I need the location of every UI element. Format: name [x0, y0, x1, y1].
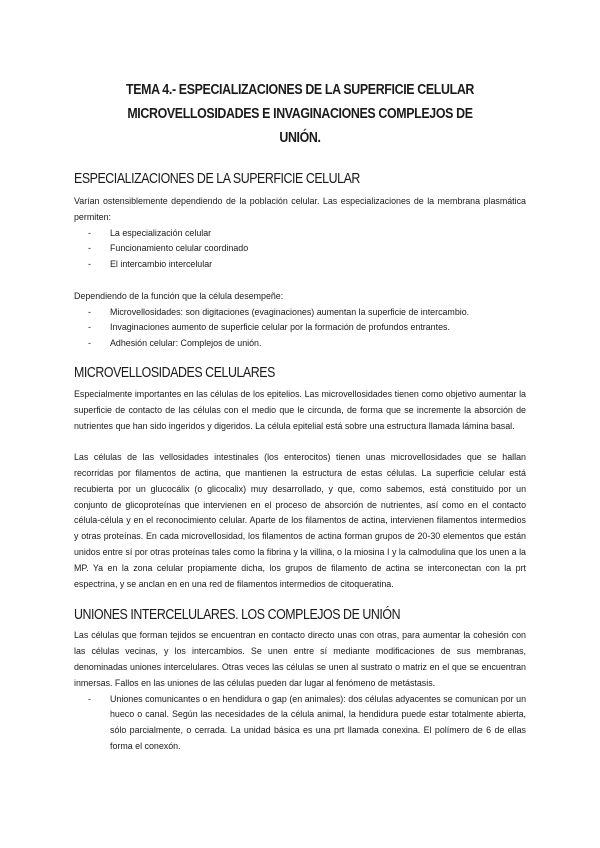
- section-microvellosidades: [74, 364, 526, 592]
- list-item: - Funcionamiento celular coordinado: [88, 241, 526, 257]
- section-especializaciones: [74, 170, 526, 352]
- title-line-2: MICROVELLOSIDADES E INVAGINACIONES COMPLEJOS DE UNIÓN.: [127, 106, 473, 146]
- title-line-1: TEMA 4.- ESPECIALIZACIONES DE LA SUPERFICIE CELULAR: [125, 82, 475, 98]
- section-heading: ESPECIALIZACIONES DE LA SUPERFICIE CELULAR: [74, 171, 360, 187]
- bullet-list: [74, 226, 526, 273]
- document-title: [106, 0, 495, 150]
- list-item: - La especialización celular: [88, 226, 526, 242]
- paragraph: Las células que forman tejidos se encuentran en contacto directo unas con otras, para aumentar la cohesión con las células vecinas, y los intercambios. Se unen entre sí mediante modificaciones de sus membranas, denominadas uniones intercelulares. Otras veces las células se unen al sustrato o matriz en el que se encuentran inmersas. Fallos en las uniones de las células pueden dar lugar al fenómeno de metástasis.: [74, 630, 526, 688]
- bullet-list: [74, 305, 526, 352]
- section-heading: UNIONES INTERCELULARES. LOS COMPLEJOS DE UNIÓN: [74, 607, 401, 624]
- section-uniones-intercelulares: [74, 606, 526, 754]
- list-item: - Uniones comunicantes o en hendidura o gap (en animales): dos células adyacentes se comunican por un hueco o canal. Según las necesidades de la célula animal, la hendidura puede estar totalmente abierta, sólo parcialmente, o cerrada. La unidad básica es una prt llamada conexina. El polímero de 6 de ellas forma el conexón.: [88, 692, 526, 755]
- list-item: - Microvellosidades: son digitaciones (evaginaciones) aumentan la superficie de intercambio.: [88, 305, 526, 321]
- paragraph: Las células de las vellosidades intestinales (los enterocitos) tienen unas microvellosidades que se hallan recorridas por filamentos de actina, que mantienen la estructura de estas células. La superficie celular está recubierta por un glucocálix (o glicocalix) muy desarrollado, y que, como sabemos, está constituido por un conjunto de glicoproteínas que intervienen en el proceso de absorción de nutrientes, así como en el contacto célula-célula y en el reconocimiento celular. Aparte de los filamentos de actina, intervienen filamentos intermedios y otras proteínas. En cada microvellosidad, los filamentos de actina forman grupos de 20-30 elementos que están unidos entre sí por otras proteínas tales como la fibrina y la villina, o la miosina I y la calmodulina que los unen a la MP. Ya en la zona celular propiamente dicha, los grupos de filamento de actina se interconectan con la prt espectrina, y se anclan en en una red de filamentos intermedios de citoqueratina.: [74, 452, 526, 589]
- paragraph: Especialmente importantes en las células de los epitelios. Las microvellosidades tienen como objetivo aumentar la superficie de contacto de las células con el medio que le circunda, de forma que se incremente la absorción de nutrientes que han sido ingeridos y digeridos. La célula epitelial está sobre una estructura llamada lámina basal.: [74, 388, 526, 431]
- section-heading: MICROVELLOSIDADES CELULARES: [74, 364, 275, 381]
- bullet-list: [74, 692, 526, 755]
- paragraph: Dependiendo de la función que la célula desempeñe:: [74, 290, 284, 301]
- list-item: - El intercambio intercelular: [88, 257, 526, 273]
- list-item: - Adhesión celular: Complejos de unión.: [88, 336, 526, 352]
- list-item: - Invaginaciones aumento de superficie celular por la formación de profundos entrantes.: [88, 320, 526, 336]
- paragraph: Varían ostensiblemente dependiendo de la población celular. Las especializaciones de la membrana plasmática permiten:: [74, 196, 526, 222]
